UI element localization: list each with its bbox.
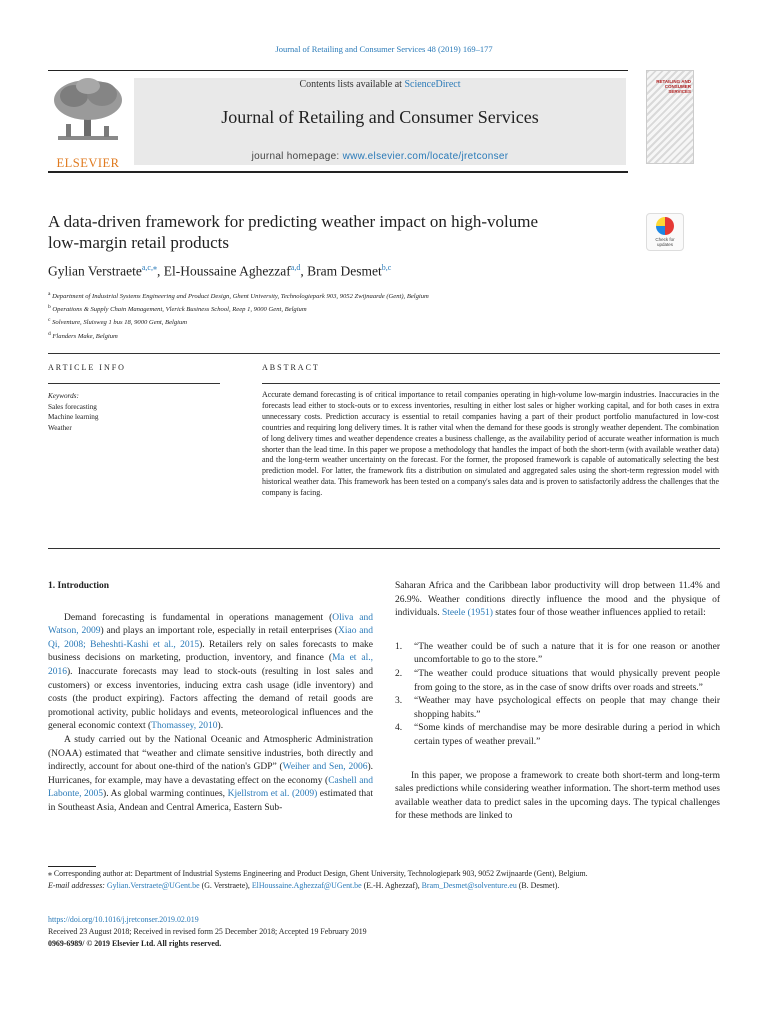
- list-item: 4. “Some kinds of merchandise may be more desirable during a period in which certain types of weather prevail.”: [395, 723, 720, 747]
- affiliation-item: [48, 329, 688, 342]
- crossmark-label: Check for updates: [655, 237, 675, 247]
- email-link[interactable]: ElHoussaine.Aghezzaf@UGent.be: [251, 881, 362, 890]
- affiliation-mark: b: [48, 304, 51, 311]
- check-for-updates-button[interactable]: [646, 213, 684, 251]
- article-info-heading: ARTICLE INFO: [48, 363, 126, 372]
- elsevier-logo[interactable]: [48, 76, 128, 170]
- list-item: 3. “Weather may have psychological effects on people that may change their shopping habits.”: [395, 696, 720, 720]
- affiliations: [48, 289, 688, 342]
- list-item: 2. “The weather could produce situations that would physically prevent people from going to the store, as in the case of snow drifts over roads and streets.”: [395, 668, 720, 693]
- sciencedirect-link[interactable]: ScienceDirect: [404, 79, 461, 90]
- info-top-rule: [48, 353, 720, 354]
- article-info-rule: [48, 383, 220, 384]
- abstract-heading: ABSTRACT: [262, 363, 320, 372]
- affiliation-mark: d: [48, 330, 51, 337]
- article-title: [48, 211, 628, 253]
- intro-paragraph-3: In this paper, we propose a framework to create both short-term and long-term sales predictions while considering weather information. The short-term method uses available weather data to predict sales in the upcoming days. The typical challenges for these methods are linked to: [395, 770, 720, 822]
- journal-title[interactable]: Journal of Retailing and Consumer Services: [221, 107, 539, 127]
- intro-paragraph-1: Demand forecasting is fundamental in operations management (Oliva and Watson, 2009) and plays an important role, especially in retail enterprises (Xiao and Qi, 2008; Beheshti-Kashi et al., 2015). Retailers rely on sales forecasts to make business decisions on marketing, production, inventory, and finance (Ma et al., 2016). Inaccurate forecasts may lead to stock-outs (resulting in lost sales and customers) or excess inventories, inducing extra cash usage (idle inventory) and costs (the product expiring). Factors affecting the demand of retail goods are promotional activity, public holidays and events, meteorological influences and the general economic context (Thomassey, 2010).: [48, 612, 373, 732]
- affiliation-item: [48, 302, 688, 315]
- citation-link[interactable]: Xiao and Qi, 2008; Beheshti-Kashi et al., 2015: [48, 626, 373, 650]
- section-heading-introduction: 1. Introduction: [48, 581, 110, 591]
- affiliation-mark: c: [48, 317, 51, 324]
- affiliation-mark: a: [48, 291, 51, 297]
- citation-link[interactable]: Thomassey, 2010: [151, 721, 218, 732]
- author-name[interactable]: Gylian Verstraete: [48, 263, 142, 279]
- article-title-line-2: low-margin retail products: [48, 233, 229, 252]
- affiliation-item: [48, 315, 688, 328]
- journal-cover-thumbnail[interactable]: [646, 70, 694, 164]
- author-name[interactable]: Bram Desmet: [307, 263, 382, 279]
- author-affiliation-marks[interactable]: a,c,⁎: [141, 263, 157, 272]
- author-affiliation-marks[interactable]: a,d: [290, 263, 301, 272]
- homepage-line: [134, 151, 626, 162]
- citation-link[interactable]: Cashell and Labonte, 2005: [48, 775, 373, 800]
- body-column-left: [48, 580, 373, 816]
- affiliation-text: Solventure, Sluisweg 1 bus 18, 9000 Gent, Belgium: [52, 319, 188, 327]
- contents-line: [134, 79, 626, 90]
- affiliation-text: Flanders Make, Belgium: [52, 332, 118, 340]
- citation-link[interactable]: Ma et al., 2016: [48, 653, 373, 677]
- list-item: 1. “The weather could be of such a nature that it is for one reason or another uncomfortable to go to the store.”: [395, 641, 720, 666]
- affiliation-text: Operations & Supply Chain Management, Vlerick Business School, Reep 1, 9000 Gent, Belgium: [52, 306, 307, 314]
- contents-prefix: Contents lists available at: [299, 79, 405, 90]
- email-link[interactable]: Gylian.Verstraete@UGent.be: [106, 881, 200, 890]
- footnotes: [48, 868, 720, 892]
- email-addresses: E-mail addresses: Gylian.Verstraete@UGent.be (G. Verstraete), ElHoussaine.Aghezzaf@UGent.be (E.-H. Aghezzaf), Bram_Desmet@solventure.eu (B. Desmet).: [48, 881, 560, 890]
- body-column-right: [395, 580, 720, 824]
- crossmark-icon: [656, 217, 674, 235]
- email-label: E-mail addresses:: [48, 881, 105, 890]
- weather-influence-list: [395, 641, 720, 750]
- publication-info: [48, 914, 720, 951]
- abstract-bottom-rule: [48, 548, 720, 549]
- keyword: Sales forecasting: [48, 402, 97, 411]
- journal-masthead: [48, 70, 692, 172]
- author-name[interactable]: El-Houssaine Aghezzaf: [163, 263, 291, 279]
- masthead-box: [134, 78, 626, 165]
- publisher-logo-text: ELSEVIER: [56, 156, 120, 170]
- footnote-rule: [48, 866, 96, 867]
- keyword: Weather: [48, 423, 72, 432]
- journal-citation[interactable]: Journal of Retailing and Consumer Services 48 (2019) 169–177: [275, 44, 493, 54]
- email-link[interactable]: Bram_Desmet@solventure.eu: [421, 881, 517, 890]
- doi-link[interactable]: https://doi.org/10.1016/j.jretconser.2019.02.019: [48, 915, 199, 924]
- keywords-block: [48, 391, 218, 433]
- abstract-text: Accurate demand forecasting is of critical importance to retail companies operating in high-volume low-margin industries. Inaccuracies in the forecasts lead either to stock-outs or to excess inventories, resulting in either lost sales or higher working capital, and for both cases in extra unnecessary costs. Prediction accuracy is essential to retail companies having a part of their product portfolio manufactured in low-cost countries and requiring long delivery times. It is rather vital when the demand for these goods is strongly weather dependent. The combination of long delivery times and weather dependence creates a business challenge, as the availability period of accurate weather information is much shorter than the lead time. In this paper we propose a methodology that handles the impact of both the short-term (with available weather data) and the long-term weather uncertainty on the forecast. For the former, the proposed framework is capable of automatically selecting the best prediction model. For latter, the framework fits a distribution on simulated and aggregated sales using the short-term regression model with historical weather data. This framework has been tested on a company's sales data and is proven to satisfactorily address the challenges that the company is facing.: [262, 390, 719, 498]
- cover-title: RETAILING AND CONSUMER SERVICES: [656, 79, 691, 95]
- author-affiliation-marks[interactable]: b,c: [381, 263, 392, 272]
- copyright-line: 0969-6989/ © 2019 Elsevier Ltd. All rights reserved.: [48, 939, 222, 949]
- masthead-top-rule: [48, 70, 628, 71]
- citation-link[interactable]: Weiher and Sen, 2006: [282, 762, 368, 773]
- corresponding-author-note: ⁎ Corresponding author at: Department of Industrial Systems Engineering and Product Design, Ghent University, Technologiepark 903, 9052 Zwijnaarde (Gent), Belgium.: [48, 869, 588, 878]
- author-separator: ,: [156, 263, 164, 279]
- homepage-prefix: journal homepage:: [251, 151, 343, 162]
- elsevier-tree-icon: [48, 76, 128, 148]
- author-list: [48, 263, 688, 280]
- homepage-link[interactable]: www.elsevier.com/locate/jretconser: [342, 151, 509, 162]
- intro-paragraph-continued: Saharan Africa and the Caribbean labor productivity will drop between 11.4% and 26.9%. Weather conditions directly influence the mood and the physique of individuals. Steele (1951) states four of those weather influences applied to retail:: [395, 581, 720, 619]
- citation-link[interactable]: Steele (1951): [441, 608, 493, 619]
- affiliation-text: Department of Industrial Systems Engineering and Product Design, Ghent University, Technologiepark 903, 9052 Zwijnaarde (Gent), Belgium: [52, 293, 429, 301]
- affiliation-item: [48, 289, 688, 302]
- intro-paragraph-2: A study carried out by the National Oceanic and Atmospheric Administration (NOAA) estimated that “weather and climate sensitive industries, both directly and indirectly, account for about one-third of the nation's GDP” (Weiher and Sen, 2006). Hurricanes, for example, may have a devastating effect on the economy (Cashell and Labonte, 2005). As global warming continues, Kjellstrom et al. (2009) estimated that in Southeast Asia, Andean and Central America, Eastern Sub-: [48, 734, 373, 813]
- citation-link[interactable]: Oliva and Watson, 2009: [48, 612, 373, 637]
- abstract-rule: [262, 383, 720, 384]
- keywords-label: Keywords:: [48, 392, 79, 400]
- keyword: Machine learning: [48, 413, 99, 421]
- article-title-line-1: A data-driven framework for predicting weather impact on high-volume: [48, 212, 538, 231]
- citation-link[interactable]: Kjellstrom et al. (2009): [227, 789, 318, 800]
- masthead-bottom-rule: [48, 171, 628, 173]
- author-separator: ,: [300, 263, 308, 279]
- received-dates: Received 23 August 2018; Received in revised form 25 December 2018; Accepted 19 February 2019: [48, 927, 367, 937]
